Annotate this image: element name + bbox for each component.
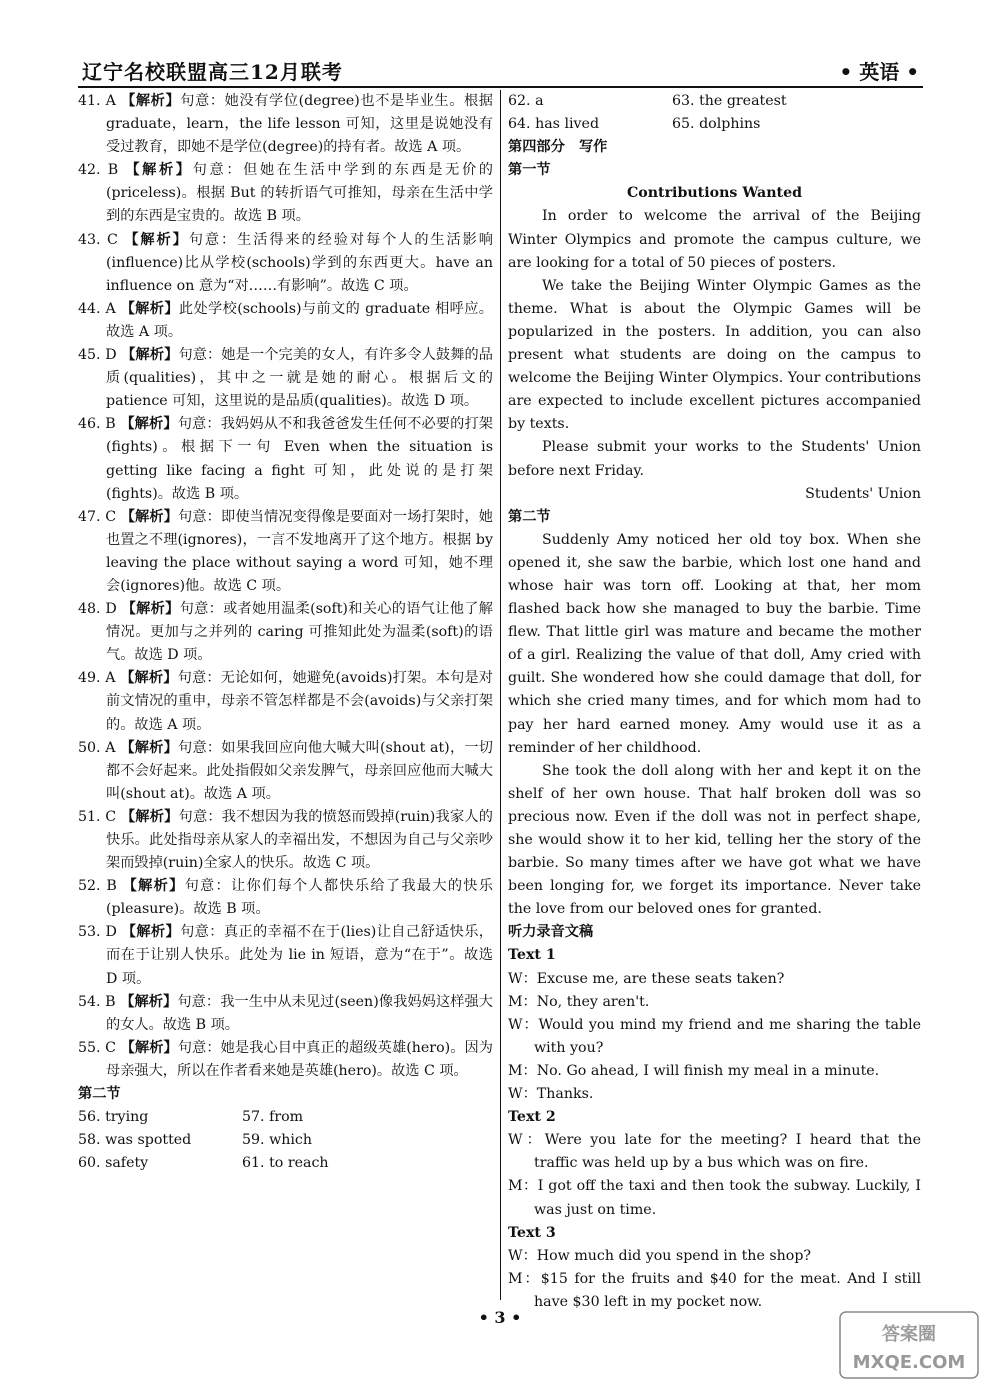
watermark-line2: MXQE.COM	[852, 1352, 966, 1373]
dialogue-line: M：$15 for the fruits and $40 for the meat. And I still have $30 left in my pocket now.	[508, 1270, 921, 1310]
dialogue-line: W：How much did you spend in the shop?	[508, 1247, 812, 1264]
dialogue-line: W：Excuse me, are these seats taken?	[508, 970, 785, 987]
answer-item: 46. B 【解析】句意：我妈妈从不和我爸爸发生任何不必要的打架(fights)。根据下一句 Even when the situation is getting like facing a fight 可知，此处说的是打架(fights)。故选 B 项。	[78, 416, 493, 502]
essay-paragraph: She took the doll along with her and kept it on the shelf of her own house. That half broken doll was so precious now. Even if the doll was not in perfect shape, she would show it to her kid, telling her the story of the barbie. So many times after we have got what we have been longing for, we forget its importance. Never take the love from our beloved ones for granted.	[508, 762, 921, 918]
answer-cell: 64. has lived	[508, 116, 600, 133]
answer-item: 48. D 【解析】句意：或者她用温柔(soft)和关心的语气让他了解情况。更加与之并列的 caring 可推知此处为温柔(soft)的语气。故选 D 项。	[78, 601, 493, 664]
watermark-line1: 答案圈	[882, 1324, 936, 1345]
answer-item: 44. A 【解析】此处学校(schools)与前文的 graduate 相呼应。故选 A 项。	[78, 300, 493, 340]
right-column	[508, 90, 921, 1314]
section-heading: 第一节	[508, 162, 551, 179]
dialogue-line: W：Thanks.	[508, 1086, 594, 1103]
answer-item: 53. D 【解析】句意：真正的幸福不在于(lies)让自己舒适快乐，而在于让别人快乐。此处为 lie in 短语，意为“在于”。故选 D 项。	[78, 924, 493, 987]
page-header	[78, 52, 923, 88]
answer-item: 45. D 【解析】句意：她是一个完美的女人，有许多令人鼓舞的品质(qualities)，其中之一就是她的耐心。根据后文的 patience 可知，这里说的是品质(qualities)。故选 D 项。	[78, 347, 493, 410]
page-number: • 3 •	[478, 1308, 522, 1327]
dialogue-line: W：Would you mind my friend and me sharing the table with you?	[508, 1016, 921, 1056]
answer-cell: 60. safety	[78, 1155, 149, 1172]
essay-paragraph: Please submit your works to the Students' Union before next Friday.	[508, 439, 921, 479]
watermark-logo	[838, 1310, 980, 1380]
column-divider	[500, 90, 501, 1300]
part-heading: 第四部分 写作	[508, 139, 608, 156]
answer-item: 51. C 【解析】句意：我不想因为我的愤怒而毁掉(ruin)我家人的快乐。此处指母亲从家人的幸福出发，不想因为自己与父亲吵架而毁掉(ruin)全家人的快乐。故选 C 项。	[78, 808, 493, 872]
section-heading: 第二节	[508, 508, 551, 525]
answer-cell: 61. to reach	[242, 1155, 329, 1172]
essay-title: Contributions Wanted	[626, 185, 803, 202]
listening-text-label: Text 1	[508, 947, 556, 964]
answer-cell: 58. was spotted	[78, 1132, 192, 1149]
listening-heading: 听力录音文稿	[508, 924, 594, 941]
subject-label: • 英语 •	[839, 60, 919, 84]
dialogue-line: M：No. Go ahead, I will finish my meal in a minute.	[508, 1062, 880, 1079]
essay-paragraph: In order to welcome the arrival of the Beijing Winter Olympics and promote the campus culture, we are looking for a total of 50 pieces of posters.	[508, 208, 921, 271]
exam-title: 辽宁名校联盟高三12月联考	[82, 60, 343, 84]
answer-item: 47. C 【解析】句意：即使当情况变得像是要面对一场打架时，她也置之不理(ignores)，一言不发地离开了这个地方。根据 by leaving the place without saying a word 可知，她不理会(ignores)他。故选 C 项。	[78, 508, 493, 594]
answer-cell: 62. a	[508, 93, 544, 109]
essay-paragraph: Suddenly Amy noticed her old toy box. When she opened it, she saw the barbie, which lost one hand and whose hair was torn off. Looking at that, her mom flashed back how she managed to buy the barbie. Time flew. That little girl was mature and became the mother of a girl. Realizing the value of that doll, Amy cried with guilt. She wondered how she could damage that doll, for which she cried many times, and for which mom had to pay her hard earned money. Amy would use it as a reminder of her childhood.	[508, 531, 921, 756]
dialogue-line: W：Were you late for the meeting? I heard that the traffic was held up by a bus which was on fire.	[508, 1132, 921, 1172]
answer-grid	[78, 1106, 493, 1175]
answer-cell: 57. from	[242, 1109, 304, 1126]
answer-item: 50. A 【解析】句意：如果我回应向他大喊大叫(shout at)，一切都不会好起来。此处指假如父亲发脾气，母亲回应他而大喊大叫(shout at)。故选 A 项。	[78, 739, 493, 802]
dialogue-line: M：No, they aren't.	[508, 993, 650, 1010]
section-heading: 第二节	[78, 1086, 121, 1103]
answer-item: 52. B 【解析】句意：让你们每个人都快乐给了我最大的快乐(pleasure)。故选 B 项。	[78, 878, 493, 918]
listening-text-label: Text 2	[508, 1109, 556, 1126]
dialogue-line: M：I got off the taxi and then took the subway. Luckily, I was just on time.	[508, 1178, 921, 1218]
listening-text-label: Text 3	[508, 1224, 556, 1241]
answer-item: 55. C 【解析】句意：她是我心目中真正的超级英雄(hero)。因为母亲强大，所以在作者看来她是英雄(hero)。故选 C 项。	[78, 1039, 493, 1079]
answer-item: 54. B 【解析】句意：我一生中从未见过(seen)像我妈妈这样强大的女人。故选 B 项。	[78, 993, 493, 1033]
answer-cell: 63. the greatest	[672, 93, 787, 109]
answer-item: 42. B 【解析】句意：但她在生活中学到的东西是无价的(priceless)。根据 But 的转折语气可推知，母亲在生活中学到的东西是宝贵的。故选 B 项。	[78, 162, 493, 225]
answer-cell: 56. trying	[78, 1109, 149, 1126]
left-column	[78, 90, 493, 1175]
answer-cell: 59. which	[242, 1132, 312, 1149]
essay-paragraph: We take the Beijing Winter Olympic Games as the theme. What is about the Olympic Games will be popularized in the posters. In addition, you can also present what students are doing on the campus to welcome the Beijing Winter Olympics. Your contributions are expected to include excellent pictures accompanied by texts.	[508, 277, 921, 433]
answer-item: 43. C 【解析】句意：生活得来的经验对每个人的生活影响(influence)比从学校(schools)学到的东西更大。have an influence on 意为“对……有影响”。故选 C 项。	[78, 231, 493, 294]
answer-cell: 65. dolphins	[672, 116, 761, 133]
answer-item: 49. A 【解析】句意：无论如何，她避免(avoids)打架。本句是对前文情况的重申，母亲不管怎样都是不会(avoids)与父亲打架的。故选 A 项。	[78, 670, 493, 733]
answer-item: 41. A 【解析】句意：她没有学位(degree)也不是毕业生。根据 graduate，learn，the life lesson 可知，这里是说她没有受过教育，即她不是学位(degree)的持有者。故选 A 项。	[78, 93, 493, 156]
answer-grid	[508, 90, 921, 136]
essay-signature: Students' Union	[805, 485, 921, 502]
